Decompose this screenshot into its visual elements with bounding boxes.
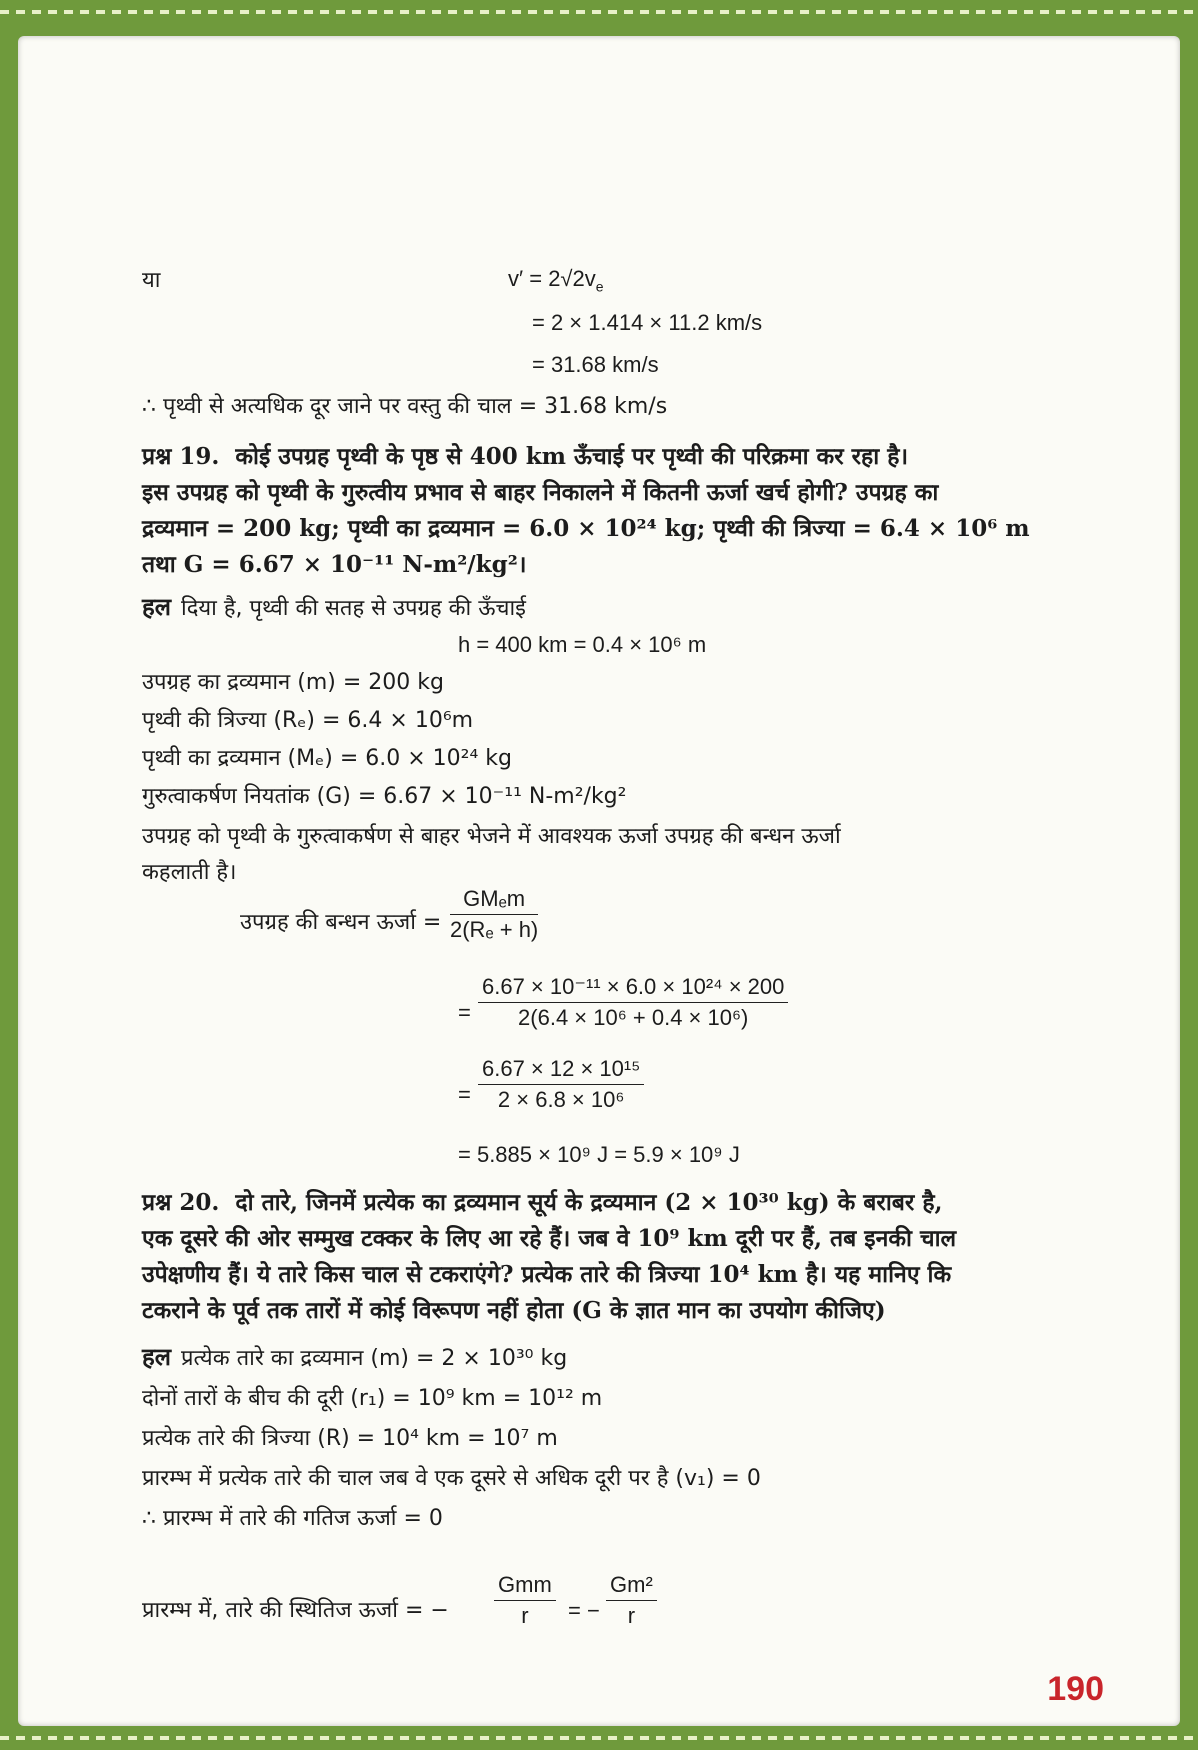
star-radius: प्रत्येक तारे की त्रिज्या (R) = 10⁴ km = 10⁷ m (142, 1426, 558, 1451)
initial-kinetic-energy: ∴ प्रारम्भ में तारे की गतिज ऊर्जा = 0 (142, 1506, 443, 1531)
initial-speed: प्रारम्भ में प्रत्येक तारे की चाल जब वे एक दूसरे से अधिक दूरी पर है (v₁) = 0 (142, 1466, 761, 1491)
binding-energy-paragraph-1: उपग्रह को पृथ्वी के गुरुत्वाकर्षण से बाहर भेजने में आवश्यक ऊर्जा उपग्रह की बन्धन ऊर्जा (142, 824, 841, 849)
height-value: h = 400 km = 0.4 × 10⁶ m (458, 632, 707, 657)
potential-energy-fraction-2: $\frac{\text{Gm²}}{r}$ (606, 1572, 657, 1629)
solution-19-label: हल (142, 592, 172, 621)
velocity-equation-2: = 2 × 1.414 × 11.2 km/s (532, 310, 763, 335)
question-20-line-2: एक दूसरे की ओर सम्मुख टक्कर के लिए आ रहे हैं। जब वे 10⁹ km दूरी पर हैं, तब इनकी चाल (142, 1225, 957, 1252)
ya-label: या (142, 268, 161, 293)
question-19-line-2: इस उपग्रह को पृथ्वी के गुरुत्वीय प्रभाव से बाहर निकालने में कितनी ऊर्जा खर्च होगी? उपग्रह का (142, 479, 939, 506)
earth-radius: पृथ्वी की त्रिज्या (Rₑ) = 6.4 × 10⁶m (142, 708, 474, 733)
equals-sign-2: = (458, 1082, 471, 1107)
earth-mass: पृथ्वी का द्रव्यमान (Mₑ) = 6.0 × 10²⁴ kg (142, 746, 513, 771)
top-border (0, 10, 1198, 14)
solution-20-label: हल (142, 1342, 172, 1371)
question-19-line-1: प्रश्न 19. कोई उपग्रह पृथ्वी के पृष्ठ से 400 km ऊँचाई पर पृथ्वी की परिक्रमा कर रहा है। (142, 443, 909, 470)
bottom-border (0, 1736, 1198, 1740)
binding-energy-result: = 5.885 × 10⁹ J = 5.9 × 10⁹ J (458, 1142, 740, 1167)
question-20-line-4: टकराने के पूर्व तक तारों में कोई विरूपण नहीं होता (G के ज्ञात मान का उपयोग कीजिए) (142, 1297, 886, 1324)
question-20-line-1: प्रश्न 20. दो तारे, जिनमें प्रत्येक का द्रव्यमान सूर्य के द्रव्यमान (2 × 10³⁰ kg) के बराबर है, (142, 1189, 943, 1216)
solution-19-intro: हल दिया है, पृथ्वी की सतह से उपग्रह की ऊँचाई (142, 592, 526, 621)
satellite-mass: उपग्रह का द्रव्यमान (m) = 200 kg (142, 670, 444, 695)
potential-energy-equals: = − (568, 1598, 600, 1623)
binding-energy-paragraph-2: कहलाती है। (142, 860, 237, 885)
initial-potential-energy-label: प्रारम्भ में, तारे की स्थितिज ऊर्जा = − (142, 1598, 449, 1623)
binding-energy-label: उपग्रह की बन्धन ऊर्जा = (240, 910, 442, 935)
binding-energy-formula: GMₑm 2(Rₑ + h) (450, 886, 539, 942)
question-19-label: प्रश्न 19. (142, 443, 220, 470)
potential-energy-fraction-1: Gmm r (494, 1572, 556, 1629)
star-distance: दोनों तारों के बीच की दूरी (r₁) = 10⁹ km = 10¹² m (142, 1386, 603, 1411)
binding-energy-simplified: $\frac{\text{6.67 × 12 × 10¹⁵}}{\text{2 × 6.8 × 10⁶}}$ (478, 1056, 644, 1113)
equals-sign-1: = (458, 1000, 471, 1025)
velocity-equation-3: = 31.68 km/s (532, 352, 659, 377)
binding-energy-substitution: $\frac{\text{6.67 × 10⁻¹¹ × 6.0 × 10²⁴ × 200}}{\text{2(6.4 × 10⁶ + 0.4 × 10⁶)}}$ (478, 974, 788, 1031)
gravitational-constant: गुरुत्वाकर्षण नियतांक (G) = 6.67 × 10⁻¹¹ N-m²/kg² (142, 784, 627, 809)
velocity-equation-1: $v' = 2√2v_e$ (508, 266, 604, 295)
question-20-line-3: उपेक्षणीय हैं। ये तारे किस चाल से टकराएंगे? प्रत्येक तारे की त्रिज्या 10⁴ km है। यह मानिए कि (142, 1261, 952, 1288)
page-number: 190 (1047, 1670, 1104, 1708)
question-19-line-4: तथा G = 6.67 × 10⁻¹¹ N-m²/kg²। (142, 551, 527, 578)
question-19-line-3: द्रव्यमान = 200 kg; पृथ्वी का द्रव्यमान = 6.0 × 10²⁴ kg; पृथ्वी की त्रिज्या = 6.4 × 10⁶ m (142, 515, 1030, 542)
star-mass: हल प्रत्येक तारे का द्रव्यमान (m) = 2 × 10³⁰ kg (142, 1342, 568, 1371)
velocity-conclusion: ∴ पृथ्वी से अत्यधिक दूर जाने पर वस्तु की चाल = 31.68 km/s (142, 394, 668, 419)
page-sheet (18, 36, 1180, 1726)
question-20-label: प्रश्न 20. (142, 1189, 220, 1216)
